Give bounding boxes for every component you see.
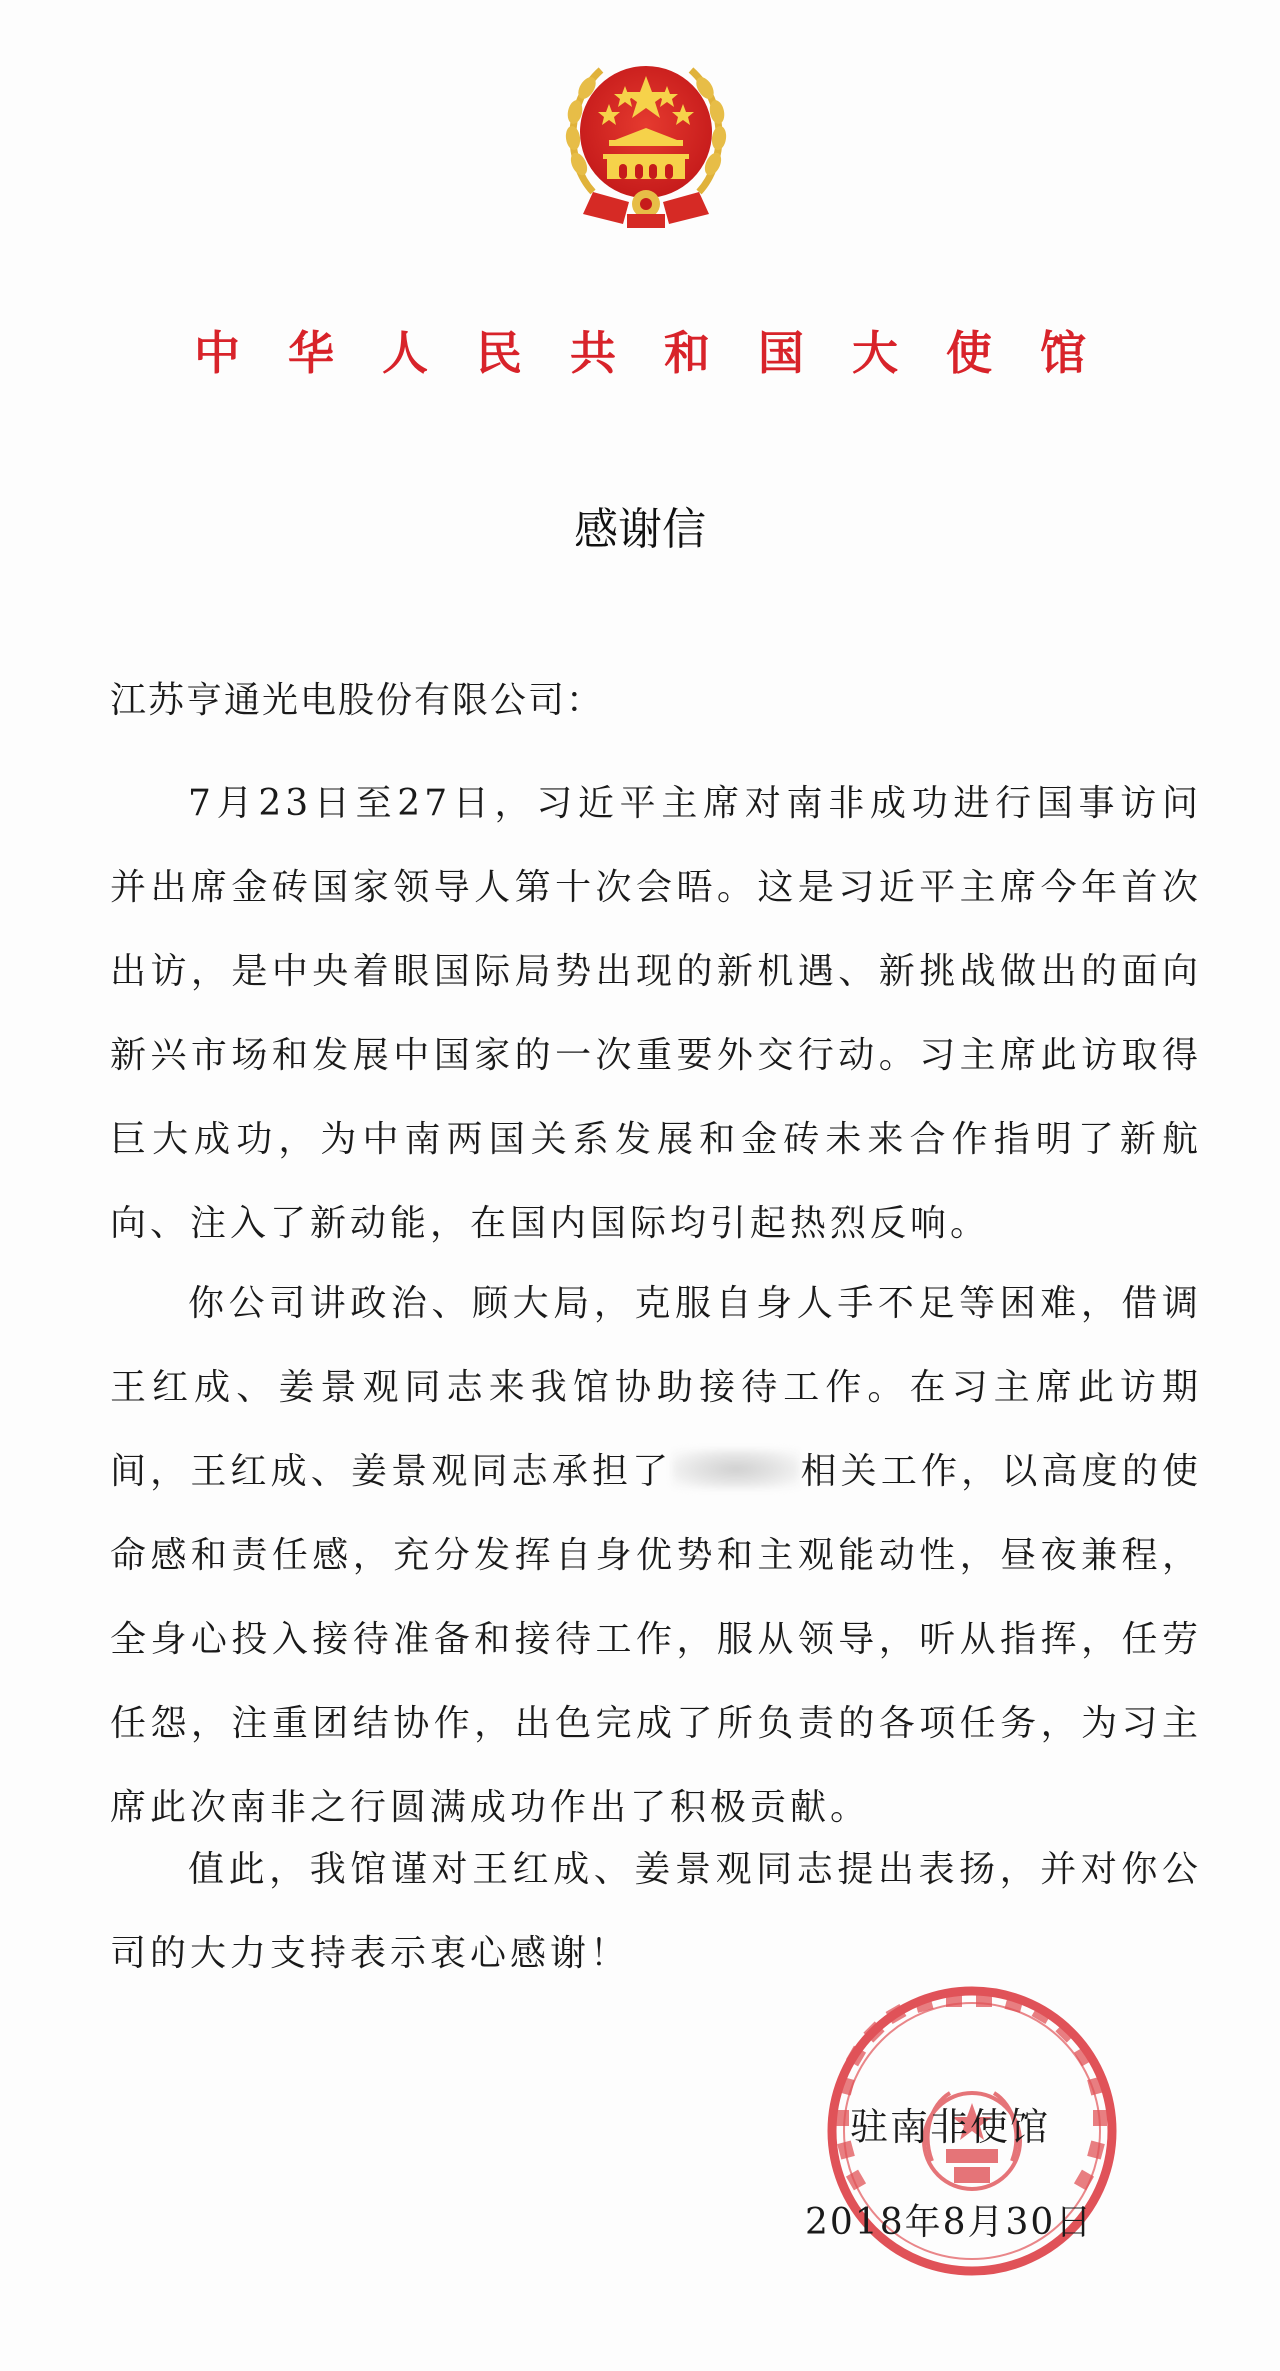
paragraph-1: 7月23日至27日，习近平主席对南非成功进行国事访问并出席金砖国家领导人第十次会晤。这是习近平主席今年首次出访，是中央着眼国际局势出现的新机遇、新挑战做出的面向新兴市场和发展中国家的一次重要外交行动。习主席此访取得巨大成功，为中南两国关系发展和金砖未来合作指明了新航向、注入了新动能，在国内国际均引起热烈反响。	[110, 783, 1202, 1244]
salutation: 江苏亨通光电股份有限公司：	[110, 680, 605, 721]
redacted-blur	[672, 1449, 800, 1489]
embassy-name: 中华人民共和国大使馆	[194, 326, 1134, 380]
paragraph-2-part-1: 你公司讲政治、顾大局，克服自身人手不足等困难，借调王红成、姜景观同志来我馆协助接待工作。在习主席此访期间，王红成、姜景观同志承担了	[110, 1283, 1202, 1492]
sender-signature: 驻南非使馆	[850, 2105, 1051, 2149]
paragraph-2-part-2: 相关工作，以高度的使命感和责任感，充分发挥自身优势和主观能动性，昼夜兼程，全身心投入接待准备和接待工作，服从领导，听从指挥，任劳任怨，注重团结协作，出色完成了所负责的各项任务，为习主席此次南非之行圆满成功作出了积极贡献。	[110, 1451, 1202, 1828]
letter-title: 感谢信	[574, 504, 706, 555]
letter-date: 2018年8月30日	[805, 2202, 1094, 2243]
national-emblem-icon	[553, 42, 739, 242]
paragraph-2	[110, 1262, 1202, 1850]
paragraph-3: 值此，我馆谨对王红成、姜景观同志提出表扬，并对你公司的大力支持表示衷心感谢！	[110, 1849, 1202, 1974]
